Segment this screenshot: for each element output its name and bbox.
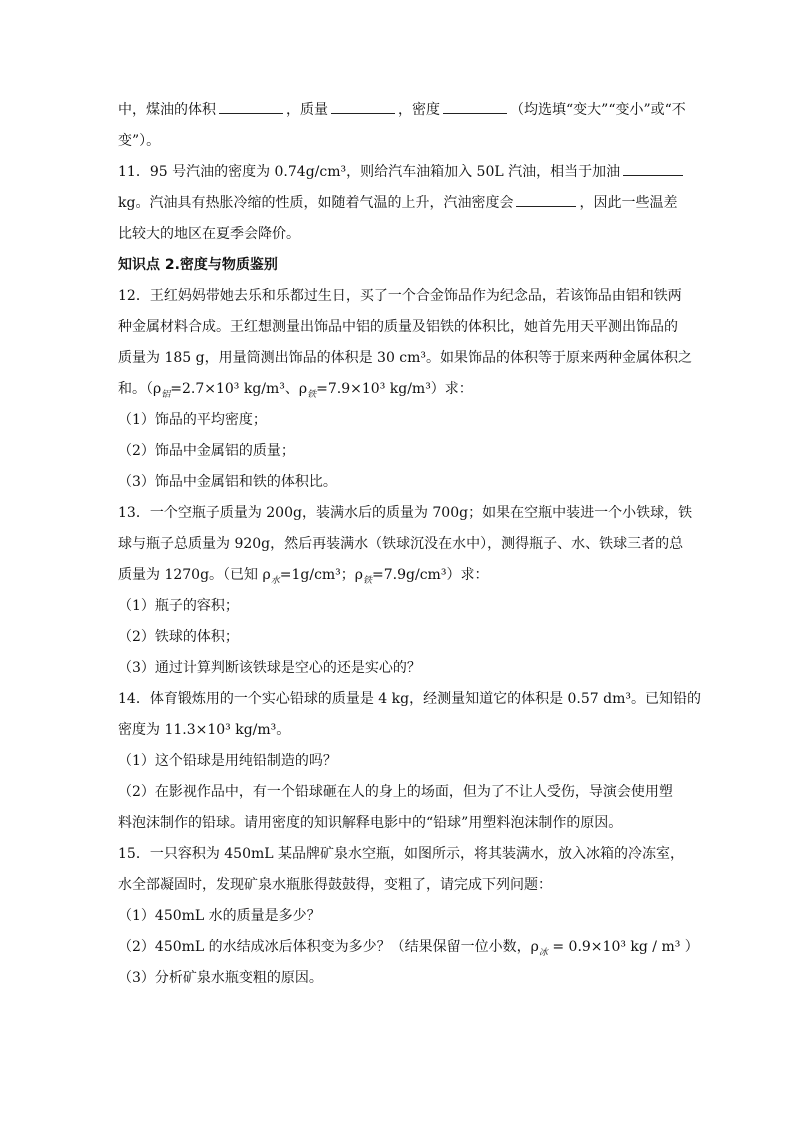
answer-blank[interactable] (219, 101, 283, 114)
sub-question: （3）分析矿泉水瓶变粗的原因。 (118, 970, 323, 986)
subscript: 冰 (538, 947, 548, 958)
text: ，因此一些温差 (579, 195, 678, 211)
sub-question: （1）450mL 水的质量是多少？ (118, 908, 321, 924)
text-line: 种金属材料合成。王红想测量出饰品中铝的质量及铝铁的体积比，她首先用天平测出饰品的 (118, 319, 678, 335)
sub-question (118, 932, 699, 963)
text: = 0.9×10³ kg / m³ ） (547, 939, 699, 955)
text-line (118, 95, 686, 126)
text-line: 球与瓶子总质量为 920g，然后再装满水（铁球沉没在水中），测得瓶子、水、铁球三者的总 (118, 536, 684, 552)
text-line (118, 157, 678, 188)
text: ，密度 (398, 102, 440, 118)
text: ，质量 (286, 102, 328, 118)
text-line: 水全部凝固时，发现矿泉水瓶胀得鼓鼓得，变粗了，请完成下列问题： (118, 877, 552, 893)
text-line (118, 374, 678, 405)
text: 和。（ρ (118, 381, 162, 397)
text: =7.9g/cm³）求： (372, 567, 489, 583)
sub-question: （3）饰品中金属铝和铁的体积比。 (118, 474, 337, 490)
text: =2.7×10³ kg/m³、ρ (170, 381, 308, 397)
sub-question: （1）瓶子的容积； (118, 598, 239, 614)
text-line (118, 219, 678, 250)
question-15 (118, 839, 699, 994)
text-line: 料泡沫制作的铅球。请用密度的知识解释电影中的“铅球”用塑料泡沫制作的原因。 (118, 815, 623, 831)
section-heading: 知识点 2.密度与物质鉴别 (118, 257, 278, 273)
question-10-tail (118, 95, 686, 157)
answer-blank[interactable] (331, 101, 395, 114)
question-11 (118, 157, 678, 250)
text: =7.9×10³ kg/m³）求： (316, 381, 473, 397)
subscript: 水 (270, 575, 280, 586)
text-line: 12．王红妈妈带她去乐和乐都过生日，买了一个合金饰品作为纪念品，若该饰品由铝和铁两 (118, 288, 682, 304)
question-12 (118, 281, 693, 498)
sub-question: （2）铁球的体积； (118, 629, 239, 645)
text-line: 15．一只容积为 450mL 某品牌矿泉水空瓶，如图所示，将其装满水，放入冰箱的冷冻室， (118, 846, 685, 862)
answer-blank[interactable] (516, 194, 576, 207)
text: （均选填“变大”“变小”或“不 (510, 102, 686, 118)
text-line: 13．一个空瓶子质量为 200g，装满水后的质量为 700g；如果在空瓶中装进一个小铁球，铁 (118, 505, 693, 521)
sub-question: （3）通过计算判断该铁球是空心的还是实心的？ (118, 660, 421, 676)
sub-question: （1）饰品的平均密度； (118, 412, 267, 428)
answer-blank[interactable] (443, 101, 507, 114)
text-line: 14．体育锻炼用的一个实心铅球的质量是 4 kg，经测量知道它的体积是 0.57 dm³。已知铅的 (118, 691, 701, 707)
text-line (118, 560, 678, 591)
text-line (118, 126, 678, 157)
text-line (118, 188, 678, 219)
answer-blank[interactable] (623, 163, 683, 176)
sub-question: （1）这个铅球是用纯铅制造的吗？ (118, 753, 337, 769)
text: 中，煤油的体积 (118, 102, 216, 118)
sub-question: （2）饰品中金属铝的质量； (118, 443, 295, 459)
text-line: 质量为 185 g，用量筒测出饰品的体积是 30 cm³。如果饰品的体积等于原来两种金属体积之 (118, 350, 693, 366)
text: （2）450mL 的水结成冰后体积变为多少？（结果保留一位小数，ρ (118, 939, 539, 955)
question-14 (118, 684, 701, 839)
sub-question: （2）在影视作品中，有一个铅球砸在人的身上的场面，但为了不让人受伤，导演会使用塑 (118, 784, 673, 800)
subscript: 铁 (307, 389, 317, 400)
text-line: 密度为 11.3×10³ kg/m³。 (118, 722, 291, 738)
text: =1g/cm³；ρ (279, 567, 364, 583)
text: 11．95 号汽油的密度为 0.74g/cm³，则给汽车油箱加入 50L 汽油，相当于加油 (118, 164, 621, 180)
document-page (118, 95, 701, 994)
subscript: 铝 (161, 389, 171, 400)
question-13 (118, 498, 693, 684)
text: 变”）。 (118, 133, 161, 149)
text: 质量为 1270g。（已知 ρ (118, 567, 271, 583)
text: kg。汽油具有热胀冷缩的性质，如随着气温的上升，汽油密度会 (118, 195, 514, 211)
subscript: 铁 (363, 575, 373, 586)
text: 比较大的地区在夏季会降价。 (118, 226, 300, 242)
